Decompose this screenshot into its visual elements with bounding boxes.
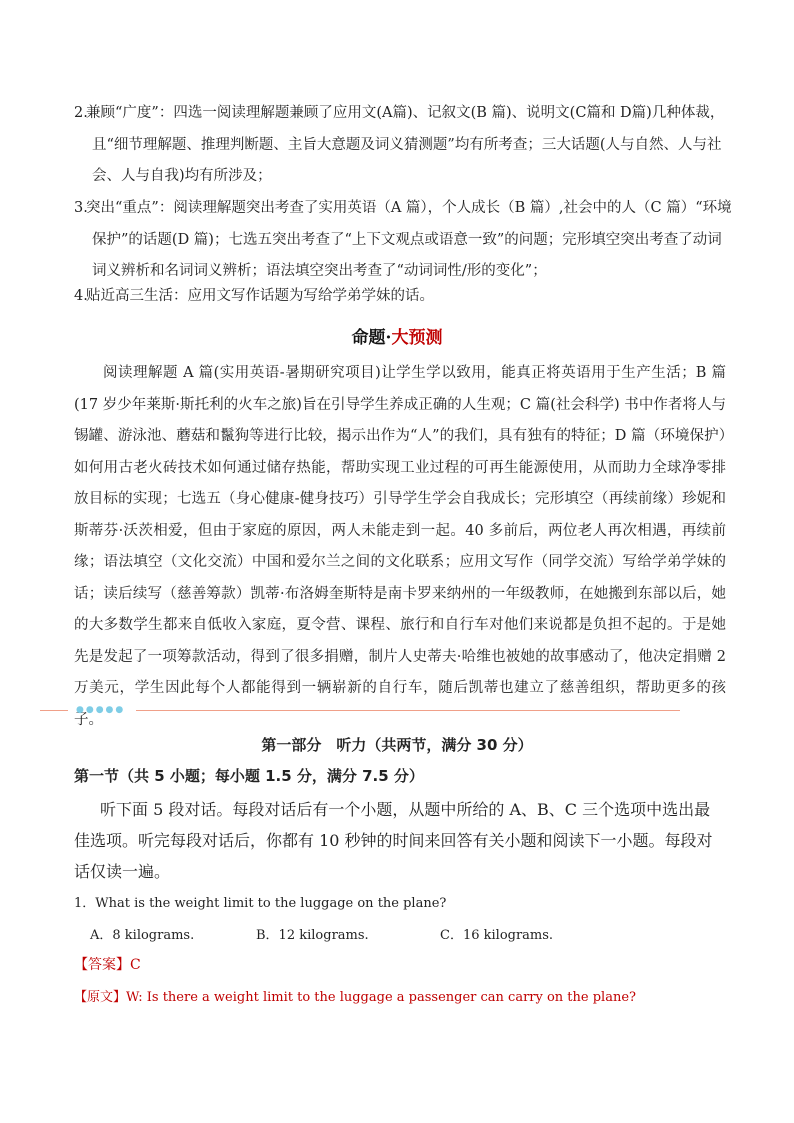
option-c: C．16 kilograms. [440,928,554,943]
predict-paragraph: 阅读理解题 A 篇(实用英语-暑期研究项目)让学生学以致用，能真正将英语用于生产生活；B 篇(17 岁少年莱斯·斯托利的火车之旅)旨在引导学生养成正确的人生观；C 篇(社会科学) 书中作者将人与锡罐、游泳池、蘑菇和鬣狗等进行比较，揭示出作为“人”的我们，具有独有的特征；D 篇（环境保护）如何用古老火砖技术如何通过储存热能，帮助实现工业过程的可再生能源使用，从而助力全球净零排放目标的实现；七选五（身心健康-健身技巧）引导学生学会自我成长；完形填空（再续前缘）珍妮和斯蒂芬·沃茨相爱，但由于家庭的原因，两人未能走到一起。40 多前后，两位老人再次相遇，再续前缘；语法填空（文化交流）中国和爱尔兰之间的文化联系；应用文写作（同学交流）写给学弟学妹的话；读后续写（慈善筹款）凯蒂·布洛姆奎斯特是南卡罗来纳州的一年级教师，在她搬到东部以后，她的大多数学生都来自低收入家庭，夏令营、课程、旅行和自行车对他们来说都是负担不起的。于是她先是发起了一项筹款活动，得到了很多捐赠，制片人史蒂夫·哈维也被她的故事感动了，他决定捐赠 2 万美元，学生因此每个人都能得到一辆崭新的自行车，随后凯蒂也建立了慈善组织，帮助更多的孩子。 [74,365,726,728]
original-text: W: Is there a weight limit to the luggage a passenger can carry on the plane? [126,990,636,1005]
summary-item-2 [74,98,734,193]
listening-instructions: 听下面 5 段对话。每段对话后有一个小题，从题中所给的 A、B、C 三个选项中选出最佳选项。听完每段对话后，你都有 10 秒钟的时间来回答有关小题和阅读下一小题。每段对话仅读一遍。 [74,800,713,881]
item-number: 2. [74,105,88,121]
predict-heading-prefix: 命题· [351,328,392,348]
divider-dots: ●●●●● [76,705,126,715]
item-number: 4. [74,288,88,304]
divider-line-right [136,710,680,711]
original-label: 【原文】 [74,990,127,1005]
predict-heading [0,323,794,348]
item-number: 3. [74,200,88,216]
section-title: 第一节（共 5 小题；每小题 1.5 分，满分 7.5 分） [74,767,424,785]
answer-label: 【答案】 [74,957,130,973]
answer-line [74,954,141,974]
part-title: 第一部分 听力（共两节，满分 30 分） [261,736,533,754]
item-text: 贴近高三生活：应用文写作话题为写给学弟学妹的话。 [86,288,434,304]
question-options [90,924,690,944]
option-b: B．12 kilograms. [256,928,369,943]
divider-line-left [40,710,68,711]
question-stem: 1．What is the weight limit to the luggage on the plane? [74,896,447,911]
summary-item-4 [74,281,734,313]
section-divider [40,704,680,718]
item-text: 兼顾“广度”：四选一阅读理解题兼顾了应用文(A篇)、记叙文(B 篇)、说明文(C篇和 D篇)几种体裁，且“细节理解题、推理判断题、主旨大意题及词义猜测题”均有所考查；三大话题(人与自然、人与社会、人与自我)均有所涉及； [86,105,725,184]
item-text: 突出“重点”：阅读理解题突出考查了实用英语（A 篇），个人成长（B 篇）,社会中的人（C 篇）“环境保护”的话题(D 篇)；七选五突出考查了“上下文观点或语意一致”的问题；完形填空突出考查了动词词义辨析和名词词义辨析；语法填空突出考查了“动词词性/形的变化”； [86,200,732,279]
predict-heading-highlight: 大预测 [391,328,443,348]
summary-item-3 [74,193,734,288]
answer-value: C [130,957,141,973]
option-a: A．8 kilograms. [90,928,195,943]
original-text-line [74,986,636,1005]
